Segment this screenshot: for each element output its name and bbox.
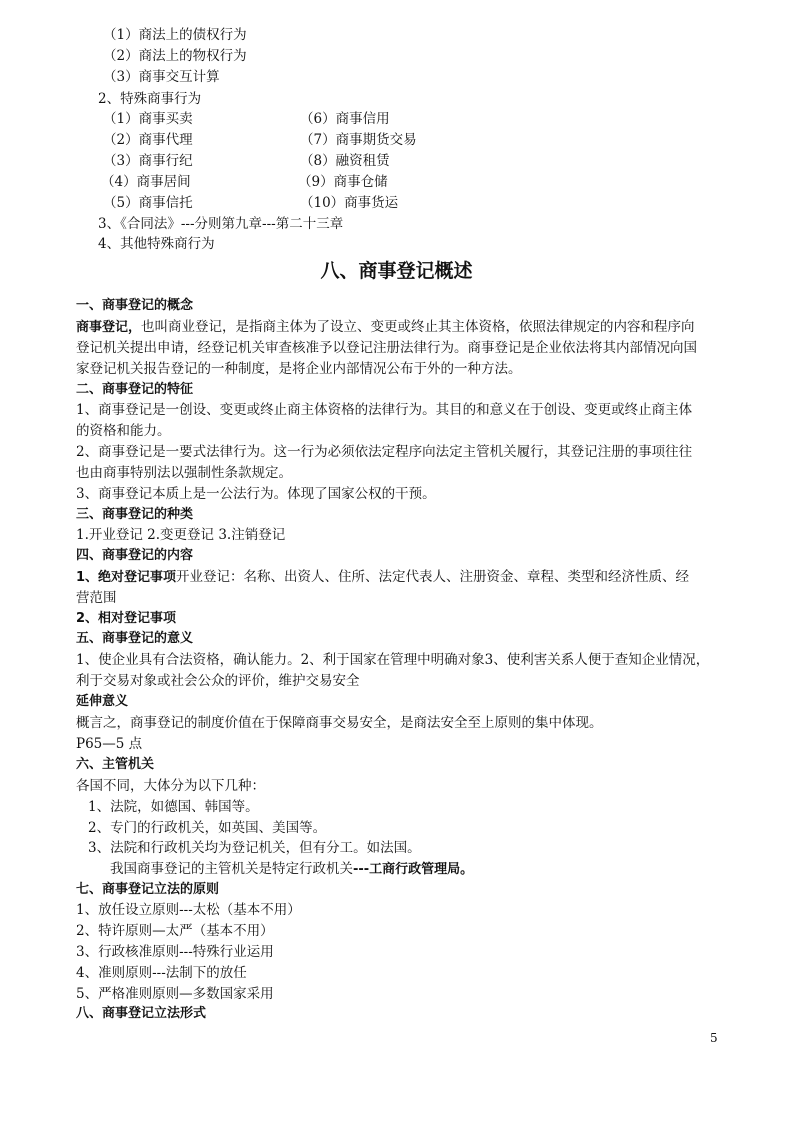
- list-item: 1、法院，如德国、韩国等。: [88, 799, 259, 815]
- list-item: 4、准则原则---法制下的放任: [76, 965, 247, 981]
- section-heading: 五、商事登记的意义: [76, 631, 194, 646]
- section-heading: 七、商事登记立法的原则: [76, 882, 220, 897]
- paragraph-line: 登记机关提出申请，经登记机关审查核准予以登记注册法律行为。商事登记是企业依法将其内部情况向国: [76, 340, 697, 356]
- list-item: 5、严格准则原则—多数国家采用: [76, 986, 274, 1002]
- paragraph-line: 2、商事登记是一要式法律行为。这一行为必须依法定程序向法定主管机关履行，其登记注册的事项往往: [76, 444, 693, 460]
- list-item: 1、放任设立原则---太松（基本不用）: [76, 902, 301, 918]
- paragraph-line: 1、使企业具有合法资格，确认能力。2、利于国家在管理中明确对象3、使利害关系人便于查知企业情况，: [76, 652, 710, 668]
- list-item: （3）商事交互计算: [103, 69, 220, 85]
- list-item: 3、行政核准原则---特殊行业运用: [76, 944, 274, 960]
- text: 我国商事登记的主管机关是特定行政机关: [110, 861, 353, 877]
- paragraph-line: 也由商事特别法以强制性条款规定。: [76, 465, 292, 481]
- list-heading: 4、其他特殊商行为: [98, 236, 215, 252]
- list-item: （3）商事行纪: [103, 153, 193, 169]
- list-item: （10）商事货运: [300, 195, 399, 211]
- paragraph-line: 1.开业登记 2.变更登记 3.注销登记: [76, 527, 286, 543]
- sub-heading: 延伸意义: [76, 694, 129, 709]
- list-item: （9）商事仓储: [298, 174, 388, 190]
- paragraph-line: 1、商事登记是一创设、变更或终止商主体资格的法律行为。其目的和意义在于创设、变更或终止商主体: [76, 402, 693, 418]
- emphasis: ---工商行政管理局。: [353, 862, 474, 877]
- paragraph-line: 利于交易对象或社会公众的评价，维护交易安全: [76, 673, 360, 689]
- text: 开业登记：名称、出资人、住所、法定代表人、注册资金、章程、类型和经济性质、经: [176, 569, 690, 585]
- section-heading: 一、商事登记的概念: [76, 298, 194, 313]
- section-heading: 六、主管机关: [76, 757, 155, 772]
- list-item: （2）商法上的物权行为: [103, 48, 247, 64]
- section-heading: 二、商事登记的特征: [76, 382, 194, 397]
- list-item: （8）融资租赁: [300, 153, 390, 169]
- page-reference: P65—5 点: [76, 736, 143, 752]
- page-title: 八、商事登记概述: [320, 260, 473, 282]
- term: 1、绝对登记事项: [76, 570, 177, 585]
- list-item: （6）商事信用: [300, 111, 390, 127]
- list-item: 3、法院和行政机关均为登记机关，但有分工。如法国。: [88, 840, 421, 856]
- list-heading: 3、《合同法》---分则第九章---第二十三章: [98, 216, 344, 232]
- list-heading: 2、特殊商事行为: [98, 91, 202, 107]
- list-item: （7）商事期货交易: [300, 132, 417, 148]
- paragraph-line: 的资格和能力。: [76, 423, 171, 439]
- sub-heading: 2、相对登记事项: [76, 611, 177, 626]
- section-heading: 三、商事登记的种类: [76, 507, 194, 522]
- list-item: （1）商法上的债权行为: [103, 27, 247, 43]
- text: 也叫商业登记，是指商主体为了设立、变更或终止其主体资格，依照法律规定的内容和程序向: [141, 319, 695, 335]
- paragraph-line: [76, 567, 689, 588]
- list-item: （5）商事信托: [103, 195, 193, 211]
- list-item: 2、特许原则—太严（基本不用）: [76, 923, 274, 939]
- paragraph-line: 家登记机关报告登记的一种制度，是将企业内部情况公布于外的一种方法。: [76, 361, 522, 377]
- paragraph-line: 概言之，商事登记的制度价值在于保障商事交易安全，是商法安全至上原则的集中体现。: [76, 715, 603, 731]
- paragraph-line: 营范围: [76, 590, 117, 606]
- section-heading: 八、商事登记立法形式: [76, 1006, 207, 1021]
- term: 商事登记，: [76, 320, 142, 335]
- paragraph-line: 3、商事登记本质上是一公法行为。体现了国家公权的干预。: [76, 486, 436, 502]
- paragraph-line: [110, 859, 473, 880]
- list-item: （2）商事代理: [103, 132, 193, 148]
- paragraph-line: [76, 317, 695, 338]
- list-item: 2、专门的行政机关，如英国、美国等。: [88, 820, 327, 836]
- page-number: 5: [710, 1031, 718, 1045]
- list-item: （1）商事买卖: [103, 111, 193, 127]
- paragraph-line: 各国不同，大体分为以下几种：: [76, 778, 265, 794]
- section-heading: 四、商事登记的内容: [76, 548, 194, 563]
- list-item: （4）商事居间: [101, 174, 191, 190]
